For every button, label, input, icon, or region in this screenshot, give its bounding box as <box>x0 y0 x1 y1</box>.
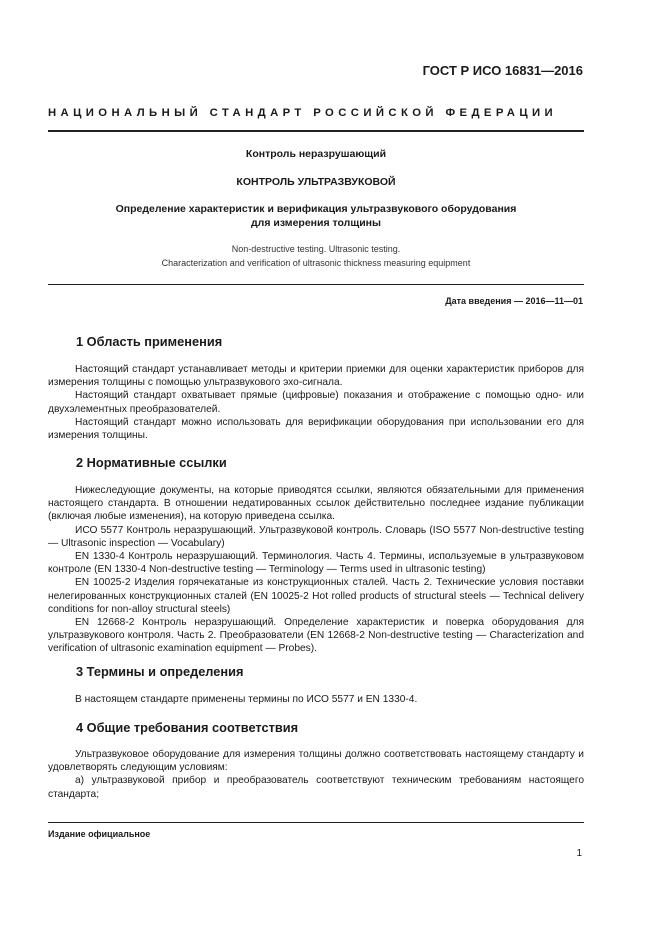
paragraph: EN 12668-2 Контроль неразрушающий. Определение характеристик и поверка оборудования для ультразвукового контроля. Часть 2. Преобразователи (EN 12668-2 Non-destructive testing — Characterization and verification of ultrasonic examination equipment — Probes). <box>48 617 584 655</box>
header-rule <box>48 130 584 132</box>
section-body <box>48 748 584 801</box>
section-heading: 2 Нормативные ссылки <box>76 455 227 470</box>
edition-label: Издание официальное <box>48 829 151 839</box>
paragraph: ИСО 5577 Контроль неразрушающий. Ультразвуковой контроль. Словарь (ISO 5577 Non-destructive testing — Ultrasonic inspection — Vocabulary) <box>48 524 584 549</box>
paragraph: EN 1330-4 Контроль неразрушающий. Терминология. Часть 4. Термины, используемые в ультразвуковом контроле (EN 1330-4 Non-destructive testing — Terminology — Terms used in ultrasonic testing) <box>48 551 584 576</box>
page-number: 1 <box>576 848 582 859</box>
paragraph: Ультразвуковое оборудование для измерения толщины должно соответствовать настоящему стандарту и удовлетворять следующим условиям: <box>48 749 584 774</box>
footer-rule <box>48 822 584 823</box>
standard-kind: Контроль неразрушающий <box>245 148 387 160</box>
subtitle-line: для измерения толщины <box>251 217 381 229</box>
paragraph: Настоящий стандарт устанавливает методы и критерии приемки для оценки характеристик приборов для измерения толщины с помощью ультразвукового эхо-сигнала. <box>48 364 584 389</box>
standard-subtitle <box>48 202 584 230</box>
section-body <box>48 693 584 706</box>
section-heading: 3 Термины и определения <box>76 664 244 679</box>
paragraph: а) ультразвуковой прибор и преобразователь соответствуют техническим требованиям настоящего стандарта; <box>48 775 584 800</box>
english-title <box>48 242 584 270</box>
section-heading: 4 Общие требования соответствия <box>76 720 299 735</box>
english-title-line: Characterization and verification of ultrasonic thickness measuring equipment <box>161 258 471 268</box>
paragraph: Настоящий стандарт можно использовать для верификации оборудования при использовании его для измерения толщины. <box>48 416 584 442</box>
section-heading: 1 Область применения <box>76 334 223 349</box>
subtitle-line: Определение характеристик и верификация ультразвукового оборудования <box>115 203 517 215</box>
title-rule <box>48 284 584 285</box>
paragraph: В настоящем стандарте применены термины по ИСО 5577 и EN 1330-4. <box>75 694 418 705</box>
standard-main-title: КОНТРОЛЬ УЛЬТРАЗВУКОВОЙ <box>236 176 396 188</box>
paragraph: EN 10025-2 Изделия горячекатаные из конструкционных сталей. Часть 2. Технические условия поставки нелегированных конструкционных сталей (EN 10025-2 Hot rolled products of structural steels — Technical delivery conditions for non-alloy structural steels) <box>48 577 584 615</box>
paragraph: Настоящий стандарт охватывает прямые (цифровые) показания и отображение с помощью одно- или двухэлементных преобразователей. <box>48 390 584 415</box>
section-body <box>48 363 584 442</box>
national-standard-title: НАЦИОНАЛЬНЫЙ СТАНДАРТ РОССИЙСКОЙ ФЕДЕРАЦИИ <box>48 107 558 119</box>
introduction-date: Дата введения — 2016—11—01 <box>445 296 583 306</box>
document-code: ГОСТ Р ИСО 16831—2016 <box>422 63 583 78</box>
english-title-line: Non-destructive testing. Ultrasonic testing. <box>231 244 401 254</box>
section-body <box>48 484 584 656</box>
paragraph: Нижеследующие документы, на которые приводятся ссылки, являются обязательными для применения настоящего стандарта. В отношении недатированных ссылок действительно последнее издание публикации (включая любые изменения), на которую приведена ссылка. <box>48 485 584 523</box>
